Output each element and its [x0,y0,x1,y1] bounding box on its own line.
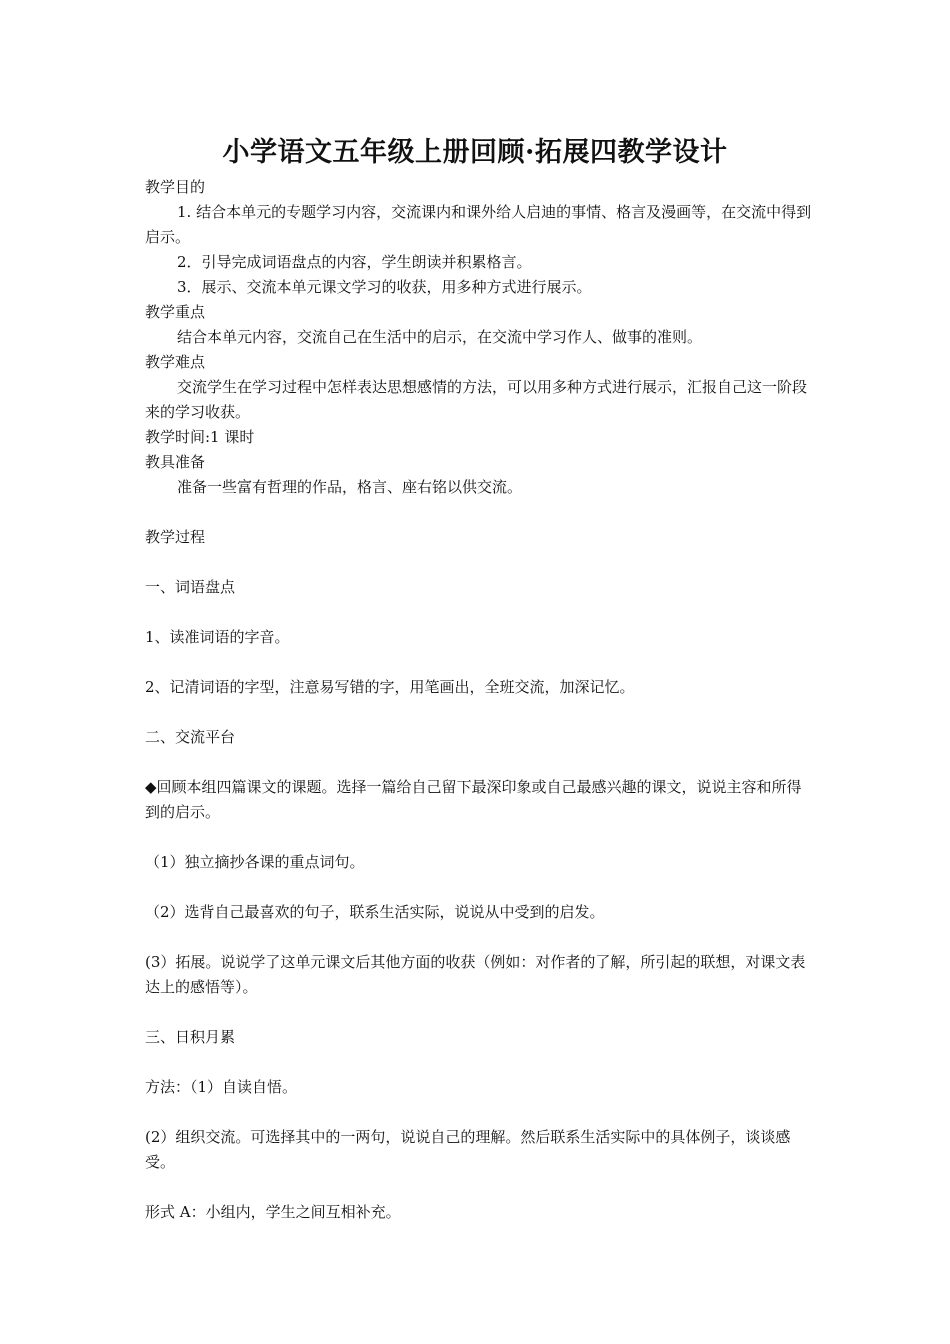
prep-text: 准备一些富有哲理的作品，格言、座右铭以供交流。 [177,478,523,496]
section-2-item-3: (3）拓展。说说学了这单元课文后其他方面的收获（例如：对作者的了解，所引起的联想，对课文表达上的感悟等）。 [145,953,806,996]
section-1-item-2: 2、记清词语的字型，注意易写错的字，用笔画出，全班交流，加深记忆。 [145,678,635,696]
difficulties-text: 交流学生在学习过程中怎样表达思想感情的方法，可以用多种方式进行展示，汇报自己这一阶段来的学习收获。 [145,378,808,421]
section-2-intro: ◆回顾本组四篇课文的课题。选择一篇给自己留下最深印象或自己最感兴趣的课文，说说主容和所得到的启示。 [145,778,802,821]
section-2-item-1: （1）独立摘抄各课的重点词句。 [145,853,365,871]
process-heading: 教学过程 [145,528,206,546]
difficulties-heading: 教学难点 [145,353,206,371]
section-3-method: 方法：（1）自读自悟。 [145,1078,298,1096]
section-3-title: 三、日积月累 [145,1028,236,1046]
goal-item-1: 1. 结合本单元的专题学习内容，交流课内和课外给人启迪的事情、格言及漫画等，在交流中得到启示。 [145,203,812,246]
key-points-text: 结合本单元内容，交流自己在生活中的启示，在交流中学习作人、做事的准则。 [177,328,703,346]
section-3-form-a: 形式 A：小组内，学生之间互相补充。 [145,1203,401,1221]
goal-item-2: 2．引导完成词语盘点的内容，学生朗读并积累格言。 [177,253,532,271]
key-points-heading: 教学重点 [145,303,206,321]
document-body [145,175,813,1225]
section-1-title: 一、词语盘点 [145,578,236,596]
section-3-item-2: (2）组织交流。可选择其中的一两句，说说自己的理解。然后联系生活实际中的具体例子，谈谈感受。 [145,1128,791,1171]
goal-item-3: 3．展示、交流本单元课文学习的收获，用多种方式进行展示。 [177,278,592,296]
section-2-title: 二、交流平台 [145,728,236,746]
document-title: 小学语文五年级上册回顾·拓展四教学设计 [222,137,728,168]
goals-heading: 教学目的 [145,178,206,196]
prep-heading: 教具准备 [145,453,206,471]
section-1-item-1: 1、读准词语的字音。 [145,628,290,646]
teaching-time: 教学时间:1 课时 [145,428,255,446]
section-2-item-2: （2）选背自己最喜欢的句子，联系生活实际，说说从中受到的启发。 [145,903,605,921]
